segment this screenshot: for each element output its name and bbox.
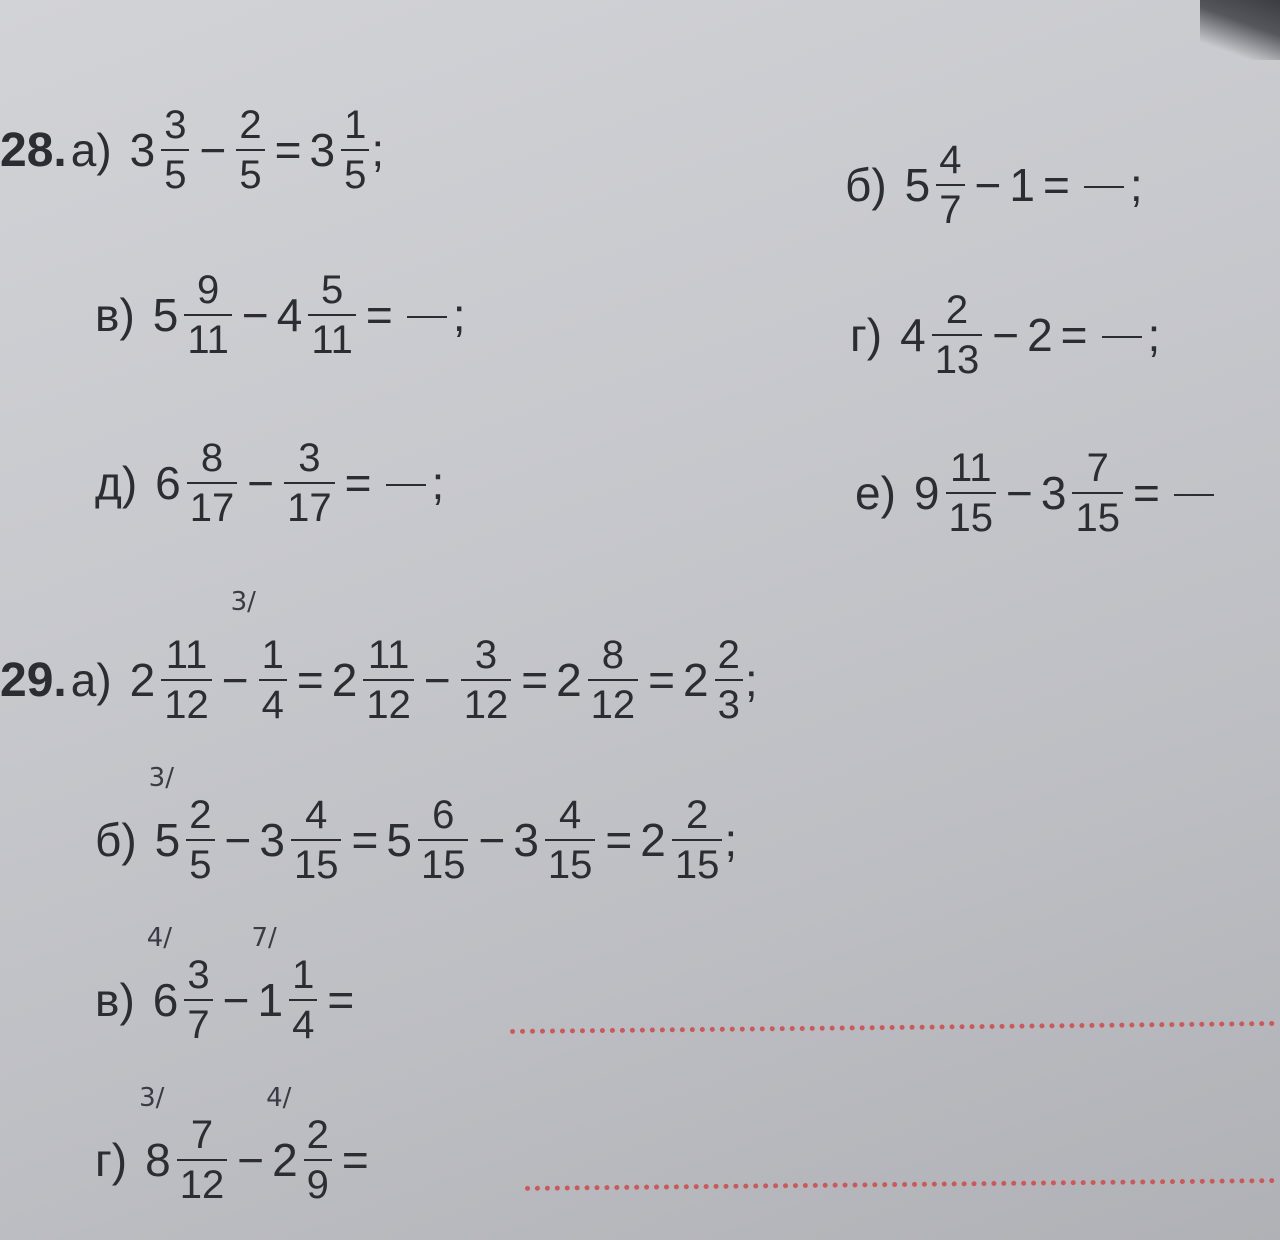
semicolon: ; [744,654,758,706]
exercise-29-b [95,763,738,887]
denominator: 3 [715,679,743,725]
fraction [418,795,469,885]
mixed-number [146,923,215,1047]
numerator: 2 [686,793,709,837]
whole-part: 9 [913,467,940,519]
fraction [545,795,596,885]
fraction [672,795,723,885]
whole-part: 6 [155,457,181,509]
exercise-29-a [0,587,758,727]
exercise-number-28: 28. [0,123,67,177]
fraction [161,105,189,195]
numerator: 2 [189,793,212,837]
whole-part: 2 [129,654,156,706]
minus-sign: − [423,654,451,706]
denominator: 12 [588,679,639,725]
semicolon: ; [371,124,385,176]
equals-sign: = [1060,309,1088,361]
minus-sign: − [992,309,1020,361]
denominator: 9 [304,1159,332,1205]
denominator: 15 [672,839,723,885]
whole-part: 5 [386,814,412,866]
numerator: 8 [601,633,625,677]
denominator: 12 [461,679,512,725]
mixed-number [251,923,319,1047]
answer-dotted-line [510,1021,1275,1034]
denominator: 11 [308,314,356,360]
denominator: 13 [932,334,983,380]
numerator: 11 [165,633,208,677]
whole-part: 5 [152,289,179,341]
minus-sign: − [199,124,227,176]
numerator: 1 [344,103,367,147]
equals-sign: = [521,654,549,706]
denominator: 7 [936,184,964,230]
handwritten-factor-note: 3/ [148,763,174,793]
denominator: 11 [184,314,232,360]
equals-sign: = [1042,159,1070,211]
item-label: г) [850,309,883,361]
fraction [308,270,356,360]
numerator: 11 [949,446,992,490]
answer-blank [1084,186,1124,188]
equals-sign: = [1132,467,1160,519]
item-label: в) [95,974,135,1026]
whole-part: 2 [331,654,358,706]
denominator: 15 [1072,492,1123,538]
fraction [932,290,983,380]
exercise-number-29: 29. [0,653,67,707]
answer-dotted-line [525,1178,1275,1191]
answer-blank [1174,494,1214,496]
fraction [461,635,512,725]
minus-sign: − [221,654,249,706]
numerator: 4 [559,793,582,837]
numerator: 1 [292,953,315,997]
fraction [1072,448,1123,538]
semicolon: ; [1147,309,1161,361]
denominator: 4 [289,999,317,1045]
term: 1 [1009,159,1035,211]
exercise-28-b [845,140,1143,230]
whole-part: 2 [640,814,666,866]
item-label: а) [70,654,112,706]
item-label: д) [95,457,138,509]
whole-part: 3 [513,814,539,866]
equals-sign: = [296,654,324,706]
term: 2 [1027,309,1053,361]
equals-sign: = [327,974,355,1026]
whole-part: 3 [259,814,285,866]
equals-sign: = [341,1134,369,1186]
answer-blank [407,316,447,318]
item-label: а) [70,124,112,176]
whole-part: 3 [129,124,156,176]
numerator: 6 [432,793,455,837]
whole-part: 4 [276,289,303,341]
handwritten-factor-note: 4/ [266,1083,292,1113]
denominator: 15 [291,839,342,885]
exercise-28-g [850,290,1160,380]
mixed-number [266,1083,334,1207]
minus-sign: − [478,814,506,866]
whole-part: 3 [1040,467,1067,519]
denominator: 4 [259,679,287,725]
exercise-28-v [95,270,466,360]
fraction [284,438,335,528]
answer-blank [1102,336,1142,338]
fraction [236,105,264,195]
denominator: 5 [186,839,214,885]
denominator: 5 [236,149,264,195]
minus-sign: − [247,457,275,509]
numerator: 4 [939,138,962,182]
whole-part: 5 [154,814,181,866]
numerator: 11 [367,633,410,677]
whole-part: 8 [145,1134,171,1186]
numerator: 3 [298,436,321,480]
denominator: 17 [187,482,238,528]
semicolon: ; [724,814,738,866]
whole-part: 2 [556,654,582,706]
minus-sign: − [974,159,1002,211]
numerator: 7 [1086,446,1109,490]
fraction [230,587,287,727]
fraction [177,1115,228,1205]
numerator: 2 [945,288,969,332]
fraction [304,1115,332,1205]
whole-part: 5 [904,159,931,211]
minus-sign: − [1006,467,1033,519]
fraction [363,635,414,725]
minus-sign: − [241,289,269,341]
equals-sign: = [605,814,633,866]
numerator: 8 [200,436,224,480]
exercise-29-g [95,1083,377,1207]
denominator: 12 [363,679,414,725]
fraction [186,795,214,885]
item-label: в) [95,289,135,341]
item-label: б) [95,814,137,866]
exercise-28-d [95,438,444,528]
equals-sign: = [365,289,393,341]
denominator: 15 [545,839,596,885]
item-label: г) [95,1134,128,1186]
item-label: е) [855,467,896,519]
fraction [289,955,317,1045]
page-shadow [1200,0,1280,60]
equals-sign: = [351,814,379,866]
semicolon: ; [431,457,445,509]
equals-sign: = [648,654,676,706]
fraction [936,140,964,230]
fraction [184,955,212,1045]
denominator: 5 [341,149,369,195]
numerator: 5 [321,268,344,312]
equals-sign: = [344,457,372,509]
minus-sign: − [224,814,252,866]
numerator: 2 [717,633,740,677]
handwritten-factor-note: 3/ [139,1083,165,1113]
whole-part: 6 [152,974,179,1026]
numerator: 7 [190,1113,214,1157]
denominator: 12 [177,1159,228,1205]
mixed-number [148,763,217,887]
whole-part: 2 [683,654,709,706]
answer-blank [386,484,426,486]
exercise-28-a [0,105,384,195]
exercise-28-e [855,448,1220,538]
denominator: 7 [184,999,212,1045]
fraction [187,438,238,528]
fraction [946,448,997,538]
handwritten-factor-note: 3/ [230,587,256,617]
mixed-number [139,1083,229,1207]
handwritten-factor-note: 7/ [251,923,277,953]
numerator: 4 [305,793,328,837]
whole-part: 4 [900,309,926,361]
whole-part: 2 [272,1134,298,1186]
denominator: 5 [161,149,189,195]
handwritten-factor-note: 4/ [146,923,173,953]
numerator: 2 [239,103,262,147]
exercise-29-v [95,923,362,1047]
fraction [715,635,743,725]
denominator: 12 [161,679,212,725]
fraction [588,635,639,725]
denominator: 15 [418,839,469,885]
fraction [184,270,232,360]
semicolon: ; [452,289,466,341]
numerator: 2 [306,1113,329,1157]
numerator: 3 [164,103,187,147]
fraction [291,795,342,885]
semicolon: ; [1129,159,1143,211]
fraction [161,635,212,725]
numerator: 1 [261,633,284,677]
item-label: б) [845,159,887,211]
numerator: 9 [197,268,220,312]
numerator: 3 [474,633,498,677]
whole-part: 1 [257,974,284,1026]
denominator: 17 [284,482,335,528]
fraction [341,105,369,195]
equals-sign: = [274,124,302,176]
denominator: 15 [946,492,997,538]
minus-sign: − [237,1134,265,1186]
whole-part: 3 [309,124,336,176]
minus-sign: − [222,974,250,1026]
numerator: 3 [187,953,210,997]
